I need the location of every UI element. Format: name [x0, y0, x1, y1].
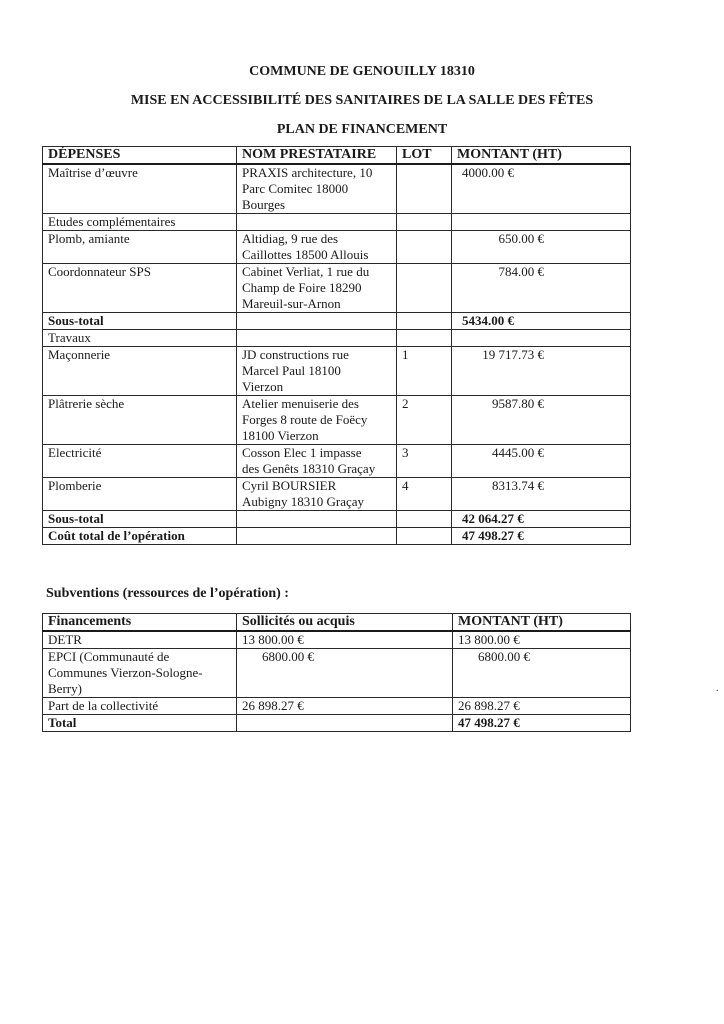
financement-label: [43, 698, 237, 715]
amount-cell: 784.00 €: [452, 264, 631, 313]
provider-cell: [237, 528, 397, 545]
provider-cell: [237, 445, 397, 478]
amount-cell: 9587.80 €: [452, 396, 631, 445]
amount-cell: 650.00 €: [452, 231, 631, 264]
provider-line: Caillottes 18500 Allouis: [242, 247, 369, 262]
depense-row: [43, 164, 631, 214]
depense-label: Plomb, amiante: [43, 231, 237, 264]
depense-label: Plâtrerie sèche: [43, 396, 237, 445]
depenses-table: [42, 146, 631, 545]
provider-line: Bourges: [242, 197, 286, 212]
provider-line: Vierzon: [242, 379, 284, 394]
depense-row: [43, 445, 631, 478]
lot-cell: [397, 330, 452, 347]
amount-cell: [452, 214, 631, 231]
depense-label: Sous-total: [43, 313, 237, 330]
subventions-col-header: MONTANT (HT): [453, 614, 631, 632]
provider-line: Altidiag, 9 rue des: [242, 231, 339, 246]
provider-line: des Genêts 18310 Graçay: [242, 461, 376, 476]
provider-cell: [237, 347, 397, 396]
depense-label: Maçonnerie: [43, 347, 237, 396]
lot-cell: [397, 528, 452, 545]
provider-cell: [237, 478, 397, 511]
provider-cell: [237, 214, 397, 231]
lot-cell: [397, 511, 452, 528]
subvention-row: [43, 649, 631, 698]
financement-line: DETR: [48, 632, 82, 647]
amount-cell: 6800.00 €: [453, 649, 631, 698]
lot-cell: [397, 264, 452, 313]
amount-cell: 47 498.27 €: [453, 715, 631, 732]
provider-cell: [237, 264, 397, 313]
provider-cell: [237, 164, 397, 214]
total-row: [43, 715, 631, 732]
provider-line: Mareuil-sur-Arnon: [242, 296, 341, 311]
depense-label: Electricité: [43, 445, 237, 478]
provider-line: Atelier menuiserie des: [242, 396, 359, 411]
amount-cell: [452, 330, 631, 347]
subventions-col-header: Sollicités ou acquis: [237, 614, 453, 632]
depense-row: [43, 347, 631, 396]
amount-cell: 4445.00 €: [452, 445, 631, 478]
lot-cell: 2: [397, 396, 452, 445]
amount-cell: 13 800.00 €: [453, 631, 631, 649]
depense-label: Maîtrise d’œuvre: [43, 164, 237, 214]
depense-row: [43, 231, 631, 264]
financement-line: Berry): [48, 681, 82, 696]
subvention-row: [43, 631, 631, 649]
amount-cell: 47 498.27 €: [452, 528, 631, 545]
financement-label: [43, 631, 237, 649]
financement-line: Communes Vierzon-Sologne-: [48, 665, 203, 680]
depense-label: Coordonnateur SPS: [43, 264, 237, 313]
project-title: MISE EN ACCESSIBILITÉ DES SANITAIRES DE LA SALLE DES FÊTES: [130, 93, 594, 108]
depenses-col-header: NOM PRESTATAIRE: [237, 147, 397, 165]
depense-row: [43, 396, 631, 445]
subventions-col-header: Financements: [43, 614, 237, 632]
provider-cell: [237, 511, 397, 528]
provider-line: Aubigny 18310 Graçay: [242, 494, 365, 509]
margin-mark: .: [716, 683, 719, 694]
sollicites-cell: 26 898.27 €: [237, 698, 453, 715]
provider-cell: [237, 313, 397, 330]
depense-label: Travaux: [43, 330, 237, 347]
depenses-col-header: MONTANT (HT): [452, 147, 631, 165]
sollicites-cell: [237, 715, 453, 732]
provider-cell: [237, 396, 397, 445]
depense-label: Coût total de l’opération: [43, 528, 237, 545]
depense-label: Etudes complémentaires: [43, 214, 237, 231]
subventions-header-row: [43, 614, 631, 632]
depense-row: [43, 214, 631, 231]
lot-cell: [397, 231, 452, 264]
lot-cell: [397, 313, 452, 330]
subtotal-row: [43, 511, 631, 528]
provider-line: Champ de Foire 18290: [242, 280, 362, 295]
plan-title: PLAN DE FINANCEMENT: [276, 122, 448, 137]
amount-cell: 8313.74 €: [452, 478, 631, 511]
depense-label: Plomberie: [43, 478, 237, 511]
lot-cell: [397, 214, 452, 231]
subtotal-row: [43, 528, 631, 545]
provider-cell: [237, 231, 397, 264]
subventions-title: Subventions (ressources de l’opération) :: [46, 586, 289, 601]
amount-cell: 26 898.27 €: [453, 698, 631, 715]
lot-cell: 1: [397, 347, 452, 396]
provider-line: Parc Comitec 18000: [242, 181, 349, 196]
amount-cell: 4000.00 €: [452, 164, 631, 214]
depense-row: [43, 478, 631, 511]
subvention-row: [43, 698, 631, 715]
amount-cell: 5434.00 €: [452, 313, 631, 330]
depenses-header-row: [43, 147, 631, 165]
provider-line: PRAXIS architecture, 10: [242, 165, 373, 180]
sollicites-cell: 6800.00 €: [237, 649, 453, 698]
sollicites-cell: 13 800.00 €: [237, 631, 453, 649]
financement-line: EPCI (Communauté de: [48, 649, 170, 664]
provider-line: Cosson Elec 1 impasse: [242, 445, 362, 460]
commune-title: COMMUNE DE GENOUILLY 18310: [249, 64, 475, 79]
amount-cell: 19 717.73 €: [452, 347, 631, 396]
lot-cell: 4: [397, 478, 452, 511]
provider-line: 18100 Vierzon: [242, 428, 319, 443]
depenses-col-header: DÉPENSES: [43, 147, 237, 165]
lot-cell: 3: [397, 445, 452, 478]
provider-line: Cabinet Verliat, 1 rue du: [242, 264, 370, 279]
depense-label: Sous-total: [43, 511, 237, 528]
depense-row: [43, 264, 631, 313]
financement-label: [43, 649, 237, 698]
amount-cell: 42 064.27 €: [452, 511, 631, 528]
provider-cell: [237, 330, 397, 347]
provider-line: Cyril BOURSIER: [242, 478, 337, 493]
lot-cell: [397, 164, 452, 214]
provider-line: Marcel Paul 18100: [242, 363, 341, 378]
financement-line: Total: [48, 715, 77, 730]
depenses-col-header: LOT: [397, 147, 452, 165]
depense-row: [43, 330, 631, 347]
subtotal-row: [43, 313, 631, 330]
subventions-table: [42, 613, 631, 732]
financement-label: [43, 715, 237, 732]
financement-line: Part de la collectivité: [48, 698, 159, 713]
provider-line: JD constructions rue: [242, 347, 349, 362]
provider-line: Forges 8 route de Foëcy: [242, 412, 368, 427]
